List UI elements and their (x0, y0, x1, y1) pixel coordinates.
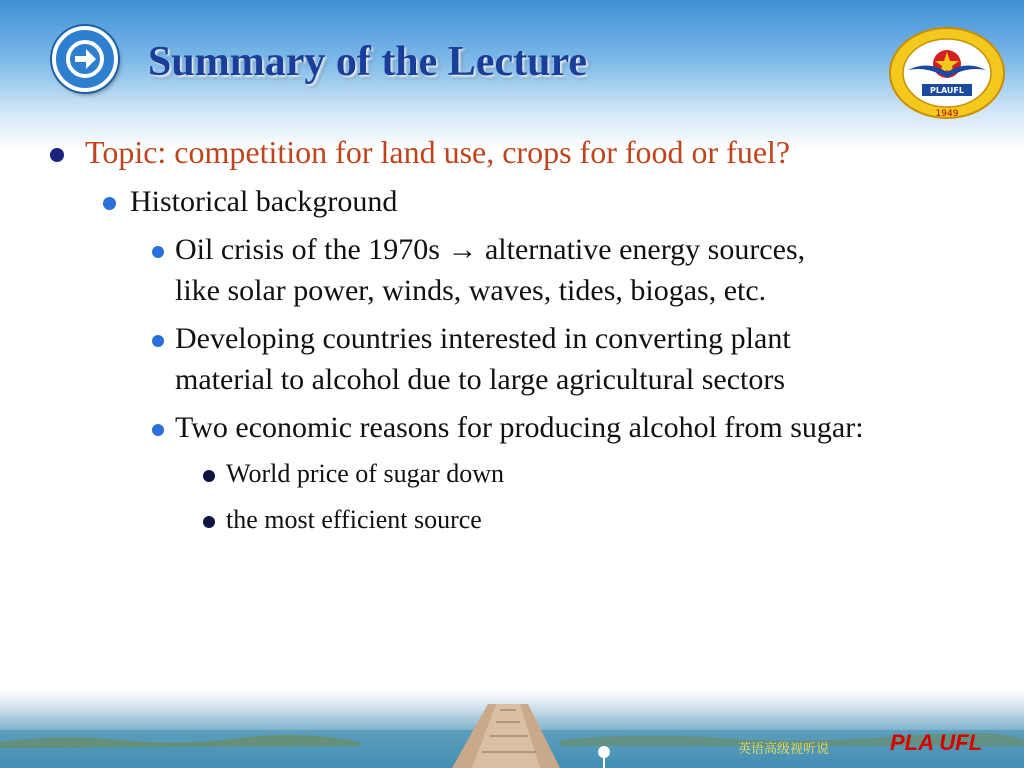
historical-background-text: Historical background (130, 185, 398, 218)
slide-title: Summary of the Lecture (148, 39, 587, 85)
oil-crisis-line2: like solar power, winds, waves, tides, biogas, etc. (175, 274, 767, 307)
bullet-level2 (103, 197, 116, 210)
next-arrow-button[interactable] (52, 26, 118, 92)
arrow-right-circle-icon (66, 40, 104, 78)
svg-text:PLAUFL: PLAUFL (930, 86, 964, 95)
oil-crisis-line1: Oil crisis of the 1970s → alternative energy sources, (175, 233, 806, 266)
bullet-level3 (152, 424, 164, 436)
developing-countries-line2: material to alcohol due to large agricultural sectors (175, 363, 786, 396)
bullet-level4 (203, 470, 215, 482)
university-emblem (888, 26, 1006, 120)
bullet-level3 (152, 246, 164, 258)
bullet-level3 (152, 335, 164, 347)
developing-countries-line1: Developing countries interested in converting plant (175, 322, 791, 355)
course-name: 英语高级视听说 (738, 742, 830, 757)
two-reasons-text: Two economic reasons for producing alcohol from sugar: (175, 411, 864, 444)
reason-sugar-price: World price of sugar down (226, 459, 505, 488)
footer-banner (0, 690, 1024, 768)
topic-text: Topic: competition for land use, crops for food or fuel? (85, 134, 791, 170)
footer-brand: PLA UFL (890, 730, 983, 755)
pier-seascape-image (0, 690, 1024, 768)
bullet-level4 (203, 516, 215, 528)
bullet-level1 (50, 148, 64, 162)
reason-efficient-source: the most efficient source (226, 505, 482, 534)
svg-text:1949: 1949 (935, 109, 959, 119)
